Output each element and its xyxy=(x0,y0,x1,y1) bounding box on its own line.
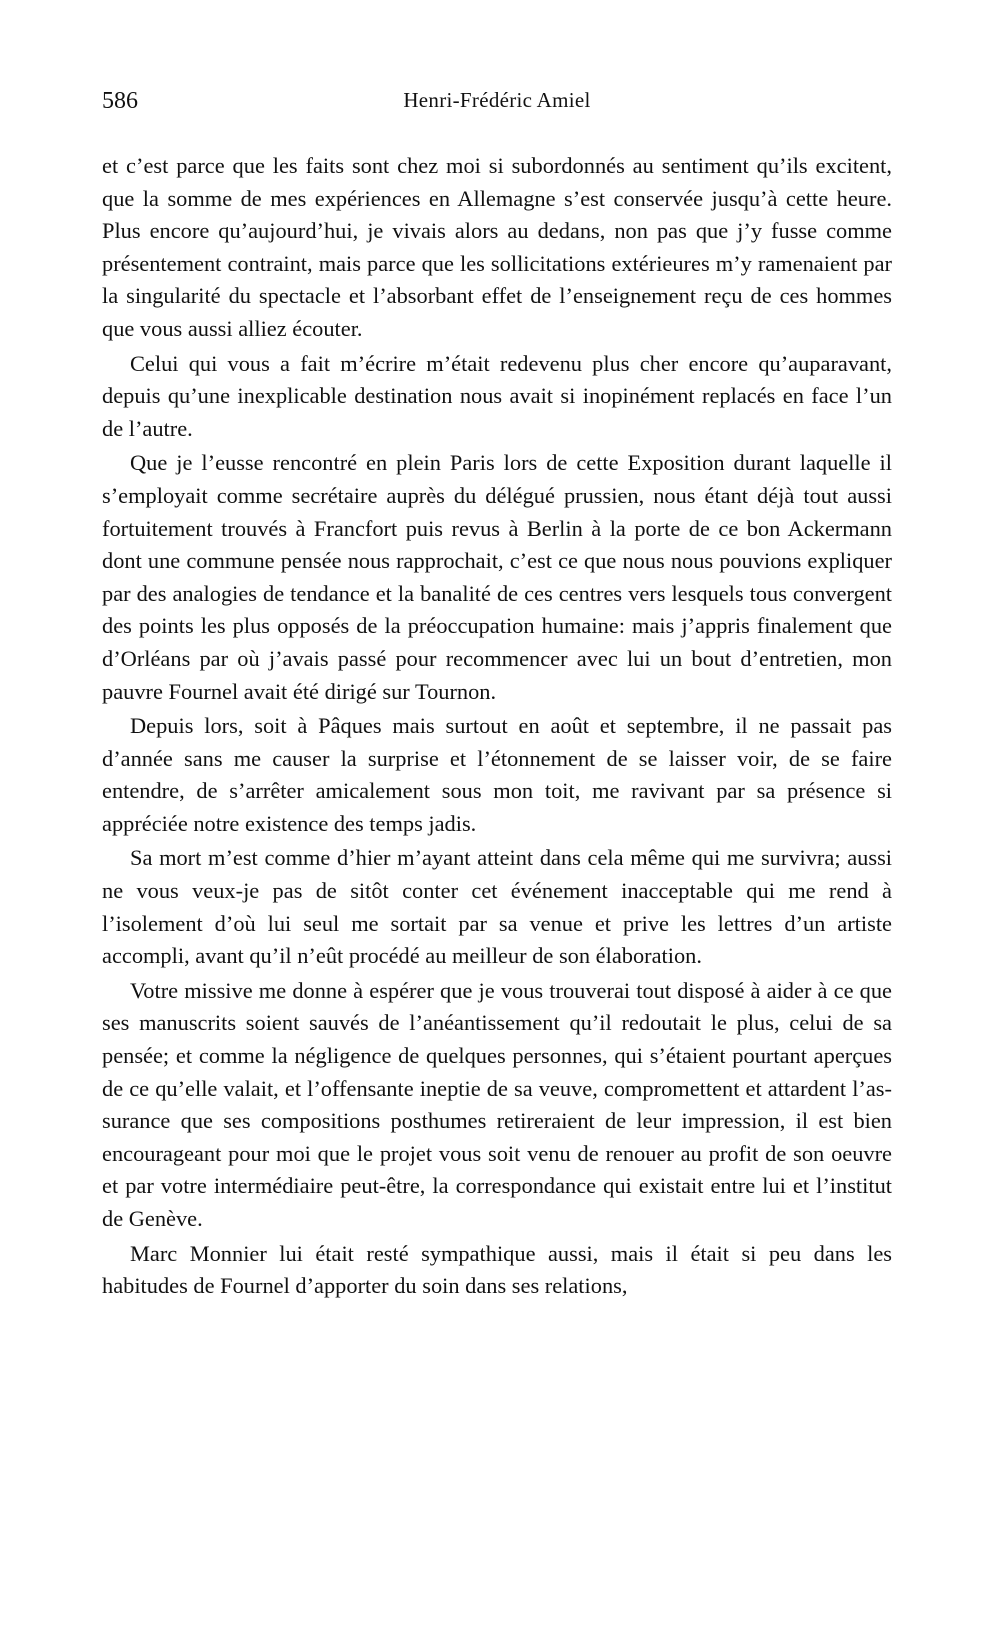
body-text xyxy=(102,150,892,1303)
paragraph: Que je l’eusse rencontré en plein Paris lors de cette Exposition durant laquelle il s’employait comme secrétaire auprès du délégué prussien, nous étant déjà tout aussi fortuitement trouvés à Francfort puis revus à Berlin à la porte de ce bon Ackermann dont une commune pensée nous rapprochait, c’est ce que nous nous pouvions expliquer par des analogies de tendance et la banalité de ces centres vers lesquels tous convergent des points les plus opposés de la préoccupation humaine: mais j’appris finalement que d’Orléans par où j’avais passé pour recommencer avec lui un bout d’entretien, mon pauvre Fournel avait été dirigé sur Tournon. xyxy=(102,450,892,704)
running-head: Henri-Frédéric Amiel xyxy=(403,88,591,112)
paragraph: Marc Monnier lui était resté sympathique aussi, mais il était si peu dans les habitudes de Fournel d’apporter du soin dans ses relations, xyxy=(102,1240,892,1299)
page-number: 586 xyxy=(102,88,138,114)
page-header xyxy=(102,88,892,122)
paragraph: Votre missive me donne à espérer que je vous trouverai tout disposé à aider à ce que ses manuscrits soient sauvés de l’anéantissement qu’il redoutait le plus, celui de sa pensée; et comme la négligence de quelques personnes, qui s’étaient pourtant aperçues de ce qu’elle valait, et l’offensante ineptie de sa veuve, compromettent et attardent l’assurance que ses compositions posthumes retireraient de leur impression, il est bien encourageant pour moi que le projet vous soit venu de renouer au profit de son oeuvre et par votre intermédiaire peut-être, la correspondance qui existait entre lui et l’institut de Genève. xyxy=(102,977,892,1231)
paragraph: Sa mort m’est comme d’hier m’ayant atteint dans cela même qui me survivra; aussi ne vous veux-je pas de sitôt conter cet événement inacceptable qui me rend à l’isolement d’où lui seul me sortait par sa venue et prive les lettres d’un artiste accompli, avant qu’il n’eût procédé au meilleur de son élaboration. xyxy=(102,845,892,969)
paragraph: Depuis lors, soit à Pâques mais surtout en août et septembre, il ne passait pas d’année sans me causer la surprise et l’étonnement de se laisser voir, de se faire entendre, de s’arrêter amicalement sous mon toit, me ravivant par sa présence si appréciée notre existence des temps jadis. xyxy=(102,713,892,836)
paragraph: Celui qui vous a fait m’écrire m’était redevenu plus cher encore qu’auparavant, depuis qu’une inexplicable destination nous avait si inopinément replacés en face l’un de l’autre. xyxy=(102,350,892,441)
paragraph: et c’est parce que les faits sont chez moi si subordonnés au sentiment qu’ils excitent, que la somme de mes expériences en Allemagne s’est conservée jusqu’à cette heure. Plus encore qu’aujourd’hui, je vivais alors au dedans, non pas que j’y fusse comme présentement contraint, mais parce que les sollicitations extérieures m’y ramenaient par la singularité du spectacle et l’absorbant effet de l’enseignement reçu de ces hommes que vous aussi alliez écouter. xyxy=(102,153,892,341)
